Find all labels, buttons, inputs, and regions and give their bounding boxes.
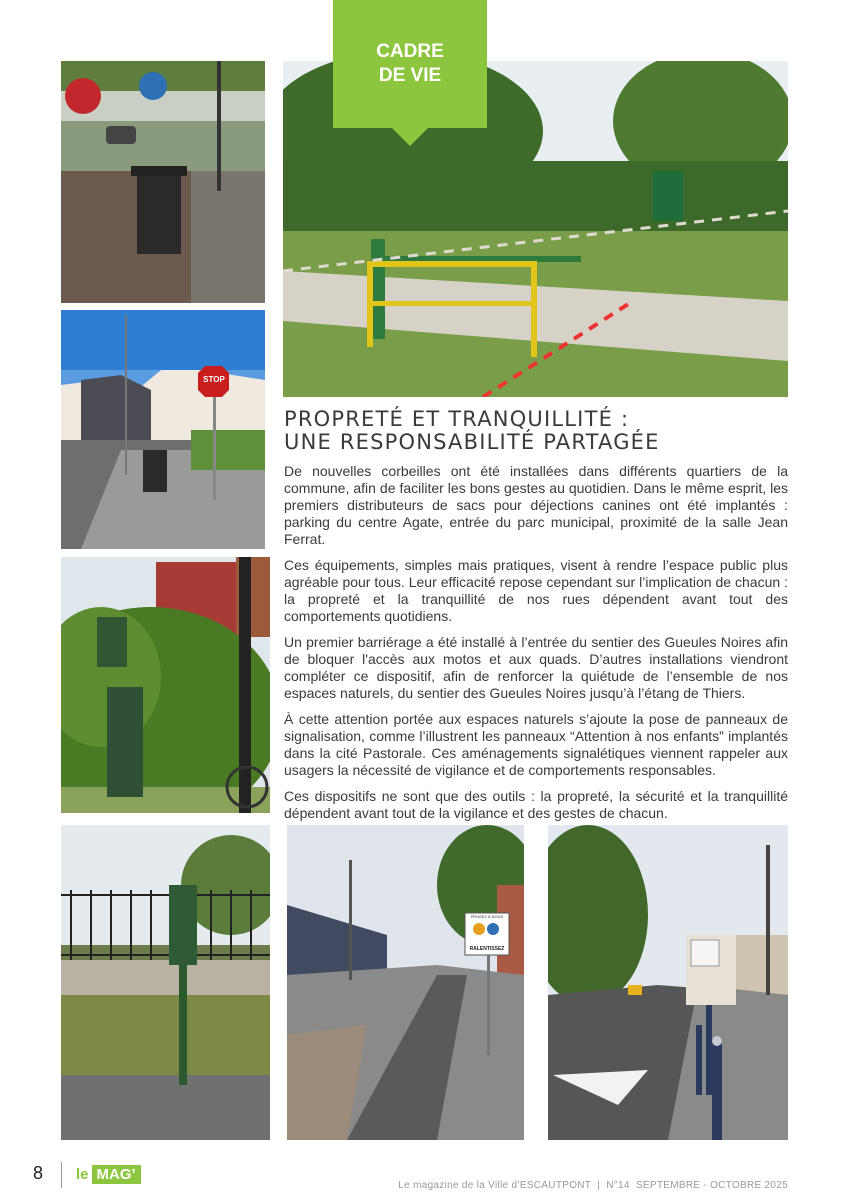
magazine-logo: [76, 1163, 141, 1185]
photo-road-bollards: [548, 825, 788, 1140]
magazine-logo-le: le: [76, 1165, 89, 1183]
photo-trash-bin-playground: [61, 61, 265, 303]
footer-divider: [61, 1162, 62, 1188]
article-paragraph: Un premier barriérage a été installé à l’entrée du sentier des Gueules Noires afin de bloquer l'accès aux motos et aux quads. D’autres installations viendront compléter ce dispositif, afin de renforcer la quiétude de l’ensemble de nos espaces naturels, du sentier des Gueules Noires jusqu’à l’étang de Thiers.: [284, 634, 788, 701]
photo-dog-bag-dispenser-hedge: [61, 557, 270, 813]
article-body: [284, 463, 788, 831]
article-title-line1: PROPRETÉ ET TRANQUILLITÉ :: [284, 407, 630, 431]
article-title-line2: UNE RESPONSABILITÉ PARTAGÉE: [284, 430, 660, 454]
school-sign-top: PENSEZ À NOUS: [470, 914, 504, 919]
photo-dog-dispenser-park-fence: [61, 825, 270, 1140]
magazine-logo-mag: MAG’: [92, 1165, 141, 1184]
article-paragraph: De nouvelles corbeilles ont été installées dans différents quartiers de la commune, afin de faciliter les bons gestes au quotidien. Dans le même esprit, les premiers distributeurs de sacs pour déjections canines ont été implantés : parking du centre Agate, entrée du parc municipal, proximité de la salle Jean Ferrat.: [284, 463, 788, 547]
section-tag: [333, 0, 487, 128]
school-sign-bottom: RALENTISSEZ: [469, 946, 505, 952]
photo-street-school-sign: [287, 825, 524, 1140]
article-paragraph: À cette attention portée aux espaces naturels s’ajoute la pose de panneaux de signalisation, comme l’illustrent les panneaux “Attention à nos enfants” implantés dans la cité Pastorale. Ces aménagements signalétiques viennent rappeler aux usagers la nécessité de vigilance et de comportements responsables.: [284, 711, 788, 778]
page-number: 8: [33, 1163, 44, 1183]
section-tag-line2: DE VIE: [378, 65, 442, 86]
article-title: [284, 408, 660, 454]
stop-sign-text: STOP: [203, 375, 225, 384]
article-paragraph: Ces équipements, simples mais pratiques, visent à rendre l’espace public plus agréable pour tous. Leur efficacité repose cependant sur l’implication de chacun : la propreté et la tranquillité de nos rues dépendent avant tout des comportements quotidiens.: [284, 557, 788, 624]
publication-info: Le magazine de la Ville d’ESCAUTPONT | N°14 SEPTEMBRE - OCTOBRE 2025: [398, 1180, 788, 1191]
photo-street-stop-sign: [61, 310, 265, 549]
section-tag-line1: CADRE: [376, 41, 444, 62]
article-paragraph: Ces dispositifs ne sont que des outils : la propreté, la sécurité et la tranquillité dépendent avant tout de la vigilance et des gestes de chacun.: [284, 788, 788, 821]
